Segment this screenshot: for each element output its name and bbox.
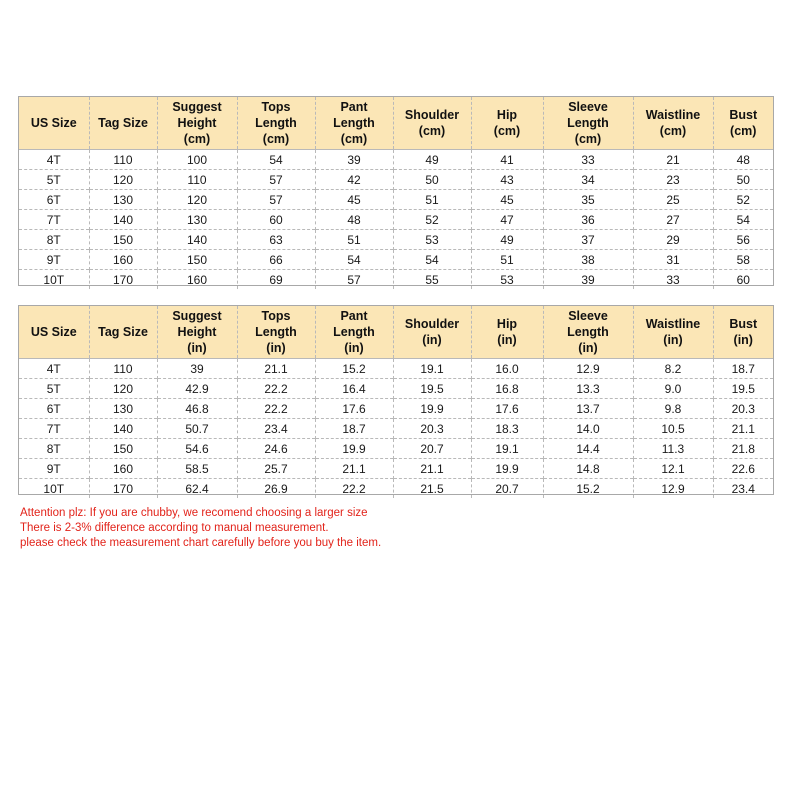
table-cell: 160 [157,270,237,290]
table-cell: 14.0 [543,419,633,439]
table-cell: 54 [315,250,393,270]
table-cell: 51 [315,230,393,250]
table-cell: 57 [315,270,393,290]
table-cell: 8T [19,439,89,459]
column-header [543,97,633,150]
table-cell: 140 [157,230,237,250]
column-header-line: US Size [30,116,77,130]
table-cell: 63 [237,230,315,250]
table-cell: 9.8 [633,399,713,419]
table-cell: 33 [633,270,713,290]
table-cell: 100 [157,150,237,170]
table-cell: 120 [89,379,157,399]
table-row [19,359,773,379]
table-cell: 46.8 [157,399,237,419]
table-cell: 26.9 [237,479,315,499]
table-cell: 24.6 [237,439,315,459]
table-cell: 55 [393,270,471,290]
column-header-line: (in) [497,333,517,347]
table-cell: 45 [315,190,393,210]
table-cell: 19.9 [315,439,393,459]
column-header-line: Tops [261,100,291,114]
column-header [633,306,713,359]
table-cell: 170 [89,270,157,290]
table-cell: 21 [633,150,713,170]
table-cell: 5T [19,170,89,190]
column-header-line: Bust [729,317,758,331]
table-cell: 6T [19,190,89,210]
column-header-line: Bust [729,108,758,122]
table-cell: 21.1 [393,459,471,479]
table-cell: 17.6 [471,399,543,419]
table-cell: 37 [543,230,633,250]
table-cell: 21.1 [315,459,393,479]
table-cell: 150 [89,439,157,459]
table-cell: 58.5 [157,459,237,479]
table-cell: 51 [471,250,543,270]
column-header-line: (in) [578,341,598,355]
table-cell: 58 [713,250,773,270]
table-cell: 19.5 [393,379,471,399]
column-header [633,97,713,150]
table-cell: 21.8 [713,439,773,459]
column-header [19,97,89,150]
table-cell: 21.1 [713,419,773,439]
table-cell: 20.7 [471,479,543,499]
column-header [157,97,237,150]
table-cell: 120 [157,190,237,210]
column-header-line: Suggest [172,309,222,323]
column-header-line: (cm) [730,124,757,138]
table-cell: 160 [89,250,157,270]
column-header-line: Tag Size [98,325,148,339]
table-cell: 20.3 [393,419,471,439]
column-header-line: Length [255,116,297,130]
table-cell: 160 [89,459,157,479]
table-cell: 130 [89,399,157,419]
column-header [89,97,157,150]
table-cell: 19.1 [393,359,471,379]
table-cell: 13.7 [543,399,633,419]
table-cell: 47 [471,210,543,230]
column-header-line: Sleeve [568,100,608,114]
header-row [19,306,773,359]
table-cell: 140 [89,210,157,230]
table-row [19,419,773,439]
table-cell: 60 [713,270,773,290]
table-cell: 38 [543,250,633,270]
column-header [19,306,89,359]
table-cell: 150 [157,250,237,270]
column-header-line: Hip [496,317,518,331]
table-cell: 43 [471,170,543,190]
table-cell: 21.1 [237,359,315,379]
table-cell: 22.2 [237,399,315,419]
note-line: There is 2-3% difference according to manual measurement. [20,522,329,534]
table-cell: 66 [237,250,315,270]
column-header-line: Shoulder [404,317,460,331]
column-header [393,306,471,359]
table-row [19,250,773,270]
table-cell: 20.7 [393,439,471,459]
table-cell: 39 [543,270,633,290]
note-line: Attention plz: If you are chubby, we recomend choosing a larger size [20,507,368,519]
table-cell: 48 [315,210,393,230]
column-header-line: Pant [340,100,368,114]
table-cell: 16.0 [471,359,543,379]
column-header-line: Length [333,116,375,130]
table-cell: 34 [543,170,633,190]
table-cell: 12.9 [633,479,713,499]
table-row [19,459,773,479]
column-header [157,306,237,359]
table-cell: 60 [237,210,315,230]
table-cell: 16.4 [315,379,393,399]
table-cell: 41 [471,150,543,170]
table-cell: 69 [237,270,315,290]
table-cell: 54 [393,250,471,270]
column-header-line: (cm) [659,124,687,138]
table-cell: 9T [19,250,89,270]
column-header [543,306,633,359]
table-cell: 23.4 [713,479,773,499]
table-cell: 9.0 [633,379,713,399]
size-table-in [19,306,773,498]
table-cell: 19.9 [393,399,471,419]
table-cell: 52 [713,190,773,210]
table-cell: 170 [89,479,157,499]
column-header-line: (in) [266,341,286,355]
table-cell: 6T [19,399,89,419]
column-header-line: Length [567,116,609,130]
column-header-line: Height [177,116,217,130]
size-chart-in [18,305,774,495]
table-row [19,439,773,459]
table-cell: 10.5 [633,419,713,439]
column-header-line: Length [567,325,609,339]
column-header [237,97,315,150]
column-header [713,97,773,150]
table-cell: 8.2 [633,359,713,379]
table-row [19,399,773,419]
table-cell: 19.1 [471,439,543,459]
table-row [19,479,773,499]
column-header-line: Height [177,325,217,339]
column-header-line: (in) [187,341,207,355]
column-header-line: (cm) [340,132,368,146]
table-cell: 15.2 [315,359,393,379]
table-cell: 54 [237,150,315,170]
column-header-line: Waistline [645,317,701,331]
column-header [315,97,393,150]
table-cell: 50.7 [157,419,237,439]
column-header [471,97,543,150]
size-table-cm [19,97,773,289]
table-cell: 8T [19,230,89,250]
table-cell: 39 [157,359,237,379]
column-header [315,306,393,359]
column-header-line: Pant [340,309,368,323]
table-cell: 4T [46,361,61,376]
table-cell: 57 [237,190,315,210]
table-cell: 18.7 [315,419,393,439]
column-header-line: (in) [733,333,753,347]
table-cell: 9T [19,459,89,479]
column-header [237,306,315,359]
table-cell: 42.9 [157,379,237,399]
table-cell: 22.6 [713,459,773,479]
table-cell: 4T [46,152,61,167]
table-cell: 14.4 [543,439,633,459]
table-cell: 49 [471,230,543,250]
column-header-line: Sleeve [568,309,608,323]
column-header-line: Waistline [645,108,701,122]
table-cell: 48 [713,150,773,170]
column-header [393,97,471,150]
column-header-line: Suggest [172,100,222,114]
table-cell: 20.3 [713,399,773,419]
column-header-line: US Size [30,325,77,339]
column-header-line: Hip [496,108,518,122]
table-cell: 22.2 [237,379,315,399]
attention-notes [20,506,720,551]
table-cell: 25.7 [237,459,315,479]
table-cell: 29 [633,230,713,250]
table-cell: 14.8 [543,459,633,479]
table-cell: 54 [713,210,773,230]
table-cell: 13.3 [543,379,633,399]
table-cell: 35 [543,190,633,210]
table-cell: 42 [315,170,393,190]
table-cell: 53 [393,230,471,250]
column-header-line: Shoulder [404,108,460,122]
size-chart-cm [18,96,774,286]
column-header-line: (in) [344,341,364,355]
table-cell: 21.5 [393,479,471,499]
table-cell: 130 [157,210,237,230]
column-header-line: Tag Size [98,116,148,130]
column-header-line: (cm) [183,132,211,146]
table-cell: 110 [89,150,157,170]
table-cell: 45 [471,190,543,210]
table-cell: 19.9 [471,459,543,479]
table-cell: 15.2 [543,479,633,499]
table-cell: 39 [315,150,393,170]
column-header-line: (cm) [574,132,602,146]
column-header-line: Length [255,325,297,339]
table-row [19,270,773,290]
table-cell: 18.3 [471,419,543,439]
table-cell: 7T [19,210,89,230]
column-header-line: (cm) [493,124,521,138]
table-row [19,150,773,170]
table-cell: 5T [19,379,89,399]
column-header [713,306,773,359]
table-cell: 110 [89,359,157,379]
table-cell: 51 [393,190,471,210]
table-cell: 140 [89,419,157,439]
table-cell: 25 [633,190,713,210]
table-cell: 16.8 [471,379,543,399]
table-cell: 12.9 [543,359,633,379]
table-cell: 22.2 [315,479,393,499]
table-cell: 50 [393,170,471,190]
column-header-line: Tops [261,309,291,323]
table-cell: 10T [19,270,89,290]
table-cell: 18.7 [713,359,773,379]
table-cell: 19.5 [713,379,773,399]
table-cell: 120 [89,170,157,190]
column-header-line: (cm) [418,124,446,138]
table-cell: 11.3 [633,439,713,459]
table-cell: 23.4 [237,419,315,439]
table-row [19,379,773,399]
column-header-line: (in) [663,333,683,347]
column-header-line: (cm) [262,132,290,146]
table-cell: 27 [633,210,713,230]
table-row [19,170,773,190]
table-cell: 130 [89,190,157,210]
column-header-line: (in) [422,333,442,347]
table-cell: 23 [633,170,713,190]
table-cell: 56 [713,230,773,250]
table-cell: 49 [393,150,471,170]
table-cell: 110 [157,170,237,190]
table-cell: 62.4 [157,479,237,499]
table-cell: 50 [713,170,773,190]
table-cell: 53 [471,270,543,290]
column-header [89,306,157,359]
table-cell: 57 [237,170,315,190]
table-cell: 7T [19,419,89,439]
table-cell: 54.6 [157,439,237,459]
table-cell: 12.1 [633,459,713,479]
table-cell: 36 [543,210,633,230]
table-cell: 31 [633,250,713,270]
table-cell: 10T [19,479,89,499]
table-row [19,210,773,230]
table-row [19,230,773,250]
table-row [19,190,773,210]
table-cell: 17.6 [315,399,393,419]
table-cell: 52 [393,210,471,230]
table-cell: 33 [543,150,633,170]
header-row [19,97,773,150]
column-header-line: Length [333,325,375,339]
note-line: please check the measurement chart carefully before you buy the item. [20,537,382,549]
table-cell: 150 [89,230,157,250]
column-header [471,306,543,359]
